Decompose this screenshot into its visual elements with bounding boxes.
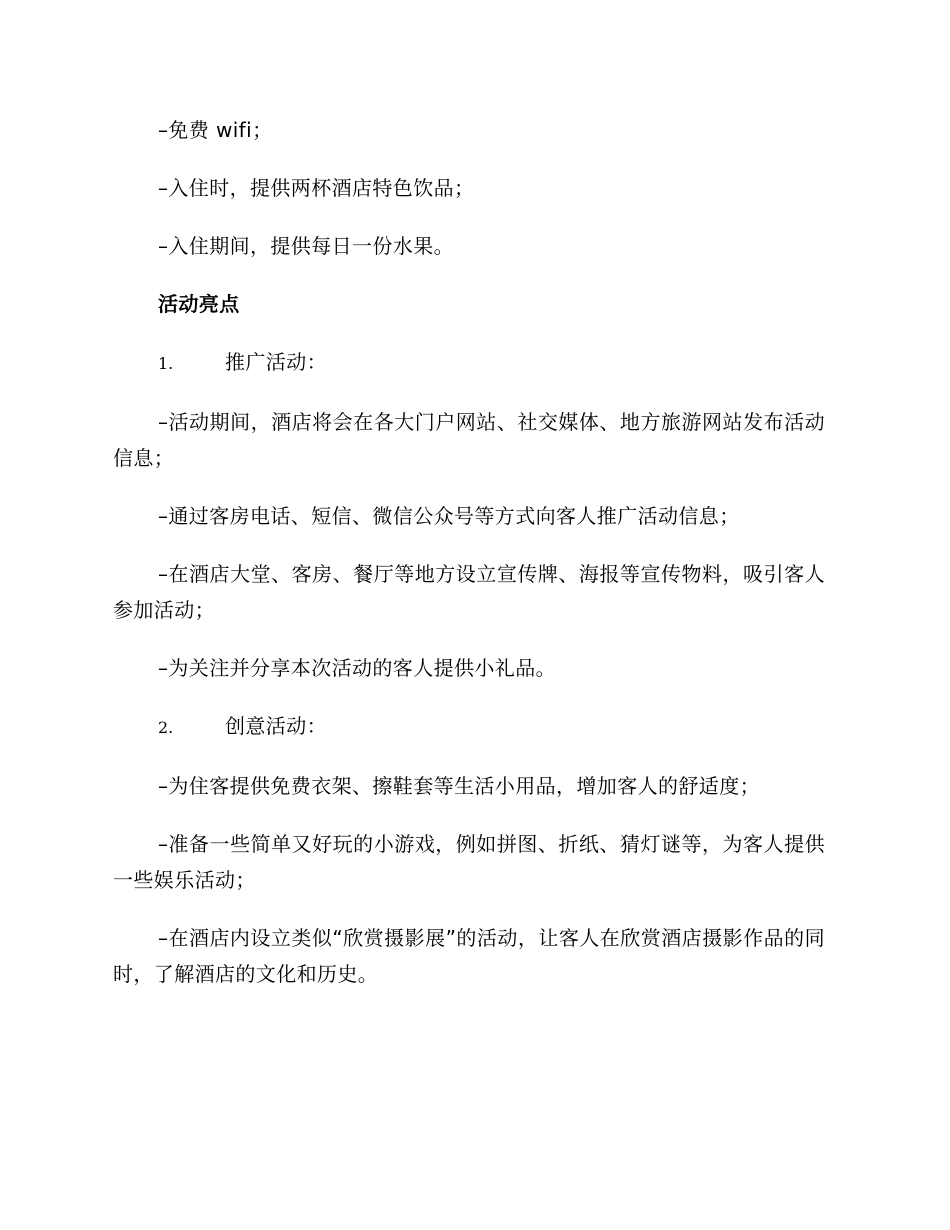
item-label: 推广活动： bbox=[225, 350, 327, 374]
item-number: 1. bbox=[158, 354, 174, 373]
paragraph-posters: –在酒店大堂、客房、餐厅等地方设立宣传牌、海报等宣传物料，吸引客人参加活动； bbox=[113, 562, 825, 622]
document-body bbox=[113, 112, 825, 1014]
numbered-item-promotion bbox=[113, 344, 825, 382]
paragraph-online-publish: –活动期间，酒店将会在各大门户网站、社交媒体、地方旅游网站发布活动信息； bbox=[113, 410, 825, 470]
paragraph-phone-sms-wechat: –通过客房电话、短信、微信公众号等方式向客人推广活动信息； bbox=[158, 504, 740, 528]
item-label: 创意活动： bbox=[225, 714, 327, 738]
paragraph-daily-items: –为住客提供免费衣架、擦鞋套等生活小用品，增加客人的舒适度； bbox=[158, 774, 760, 798]
paragraph-photo-exhibition: –在酒店内设立类似“欣赏摄影展”的活动，让客人在欣赏酒店摄影作品的同时，了解酒店的文化和历史。 bbox=[113, 926, 825, 986]
item-number: 2. bbox=[158, 718, 174, 737]
paragraph-welcome-drinks: –入住时，提供两杯酒店特色饮品； bbox=[158, 176, 475, 200]
paragraph-daily-fruit: –入住期间，提供每日一份水果。 bbox=[158, 234, 454, 258]
paragraph-small-gifts: –为关注并分享本次活动的客人提供小礼品。 bbox=[158, 656, 556, 680]
paragraph-free-wifi: –免费 wifi； bbox=[158, 118, 273, 142]
section-heading-highlights: 活动亮点 bbox=[158, 292, 240, 316]
paragraph-mini-games: –准备一些简单又好玩的小游戏，例如拼图、折纸、猜灯谜等，为客人提供一些娱乐活动； bbox=[113, 832, 825, 892]
numbered-item-creative bbox=[113, 708, 825, 746]
